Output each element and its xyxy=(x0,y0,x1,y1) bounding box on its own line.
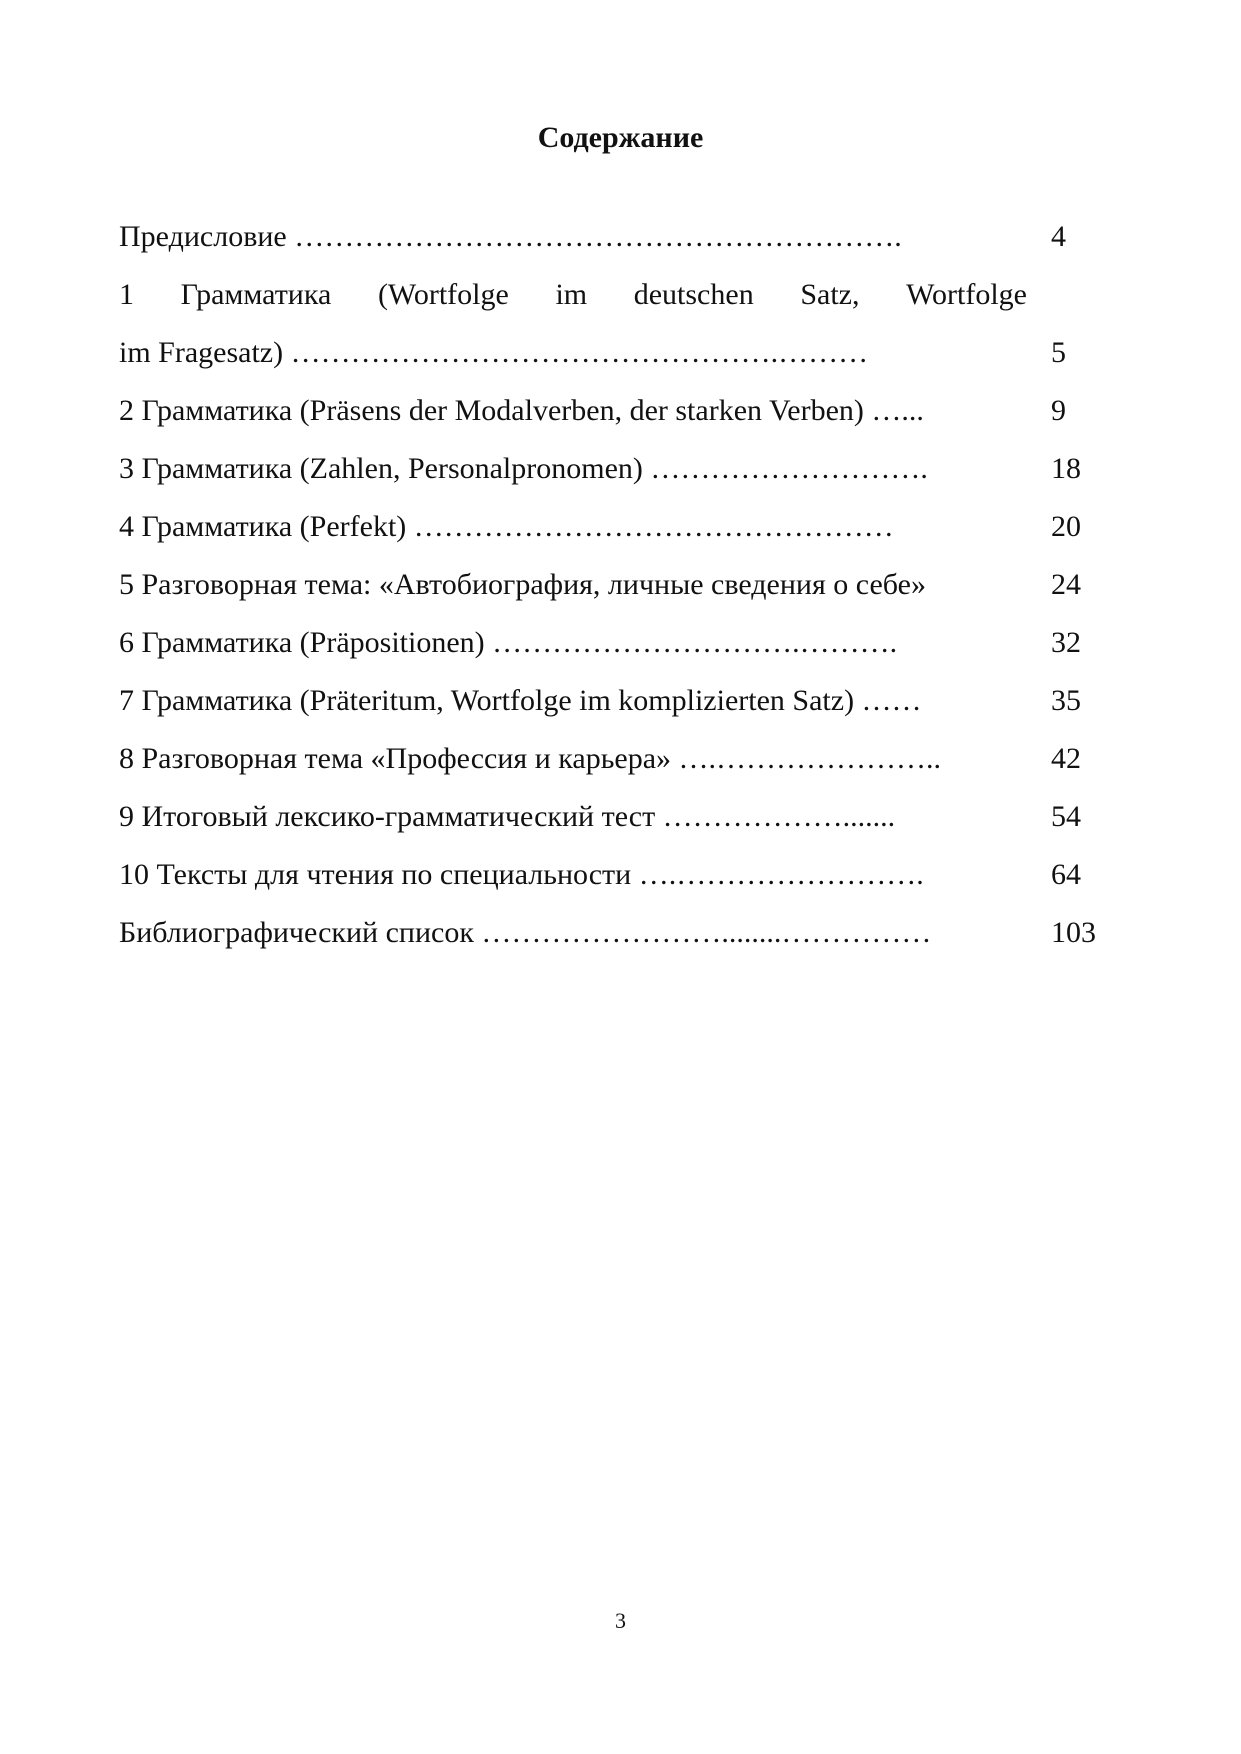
toc-entry-text: 7 Грамматика (Präteritum, Wortfolge im komplizierten Satz) …… xyxy=(119,684,922,717)
toc-entry-text: 6 Грамматика (Präpositionen) ………………………….………. xyxy=(119,626,898,659)
toc-word: Wortfolge xyxy=(906,278,1027,311)
toc-entry-page: 24 xyxy=(1051,568,1081,601)
toc-word: Грамматика xyxy=(180,278,332,311)
toc-entry-preface xyxy=(119,208,1119,266)
toc-entry-text-line1 xyxy=(119,266,1027,324)
toc-word: Satz, xyxy=(800,278,860,311)
toc-entry-page: 4 xyxy=(1051,220,1066,253)
toc-entry-text: 4 Грамматика (Perfekt) ………………………………………… xyxy=(119,510,894,543)
toc-entry-bibliography xyxy=(119,904,1119,962)
toc-entry-page: 20 xyxy=(1051,510,1081,543)
page-title: Содержание xyxy=(537,121,704,154)
page-number: 3 xyxy=(615,1608,626,1633)
toc-word: 1 xyxy=(119,278,134,311)
toc-entry-text: 3 Грамматика (Zahlen, Personalpronomen) ………………………. xyxy=(119,452,928,485)
toc-entry-text: 10 Тексты для чтения по специальности ….……………………. xyxy=(119,858,924,891)
toc-entry-2 xyxy=(119,382,1119,440)
toc-entry-6 xyxy=(119,614,1119,672)
toc-word: im xyxy=(555,278,588,311)
toc-entry-text: 5 Разговорная тема: «Автобиография, личные сведения о себе» xyxy=(119,568,926,601)
toc-entry-page: 32 xyxy=(1051,626,1081,659)
toc-entry-1 xyxy=(119,266,1119,382)
toc-entry-4 xyxy=(119,498,1119,556)
toc-entry-5 xyxy=(119,556,1119,614)
toc-entry-7 xyxy=(119,672,1119,730)
toc-entry-page: 9 xyxy=(1051,394,1066,427)
toc-entry-text-line2: im Fragesatz) ………………………………………….……… xyxy=(119,336,869,369)
toc-entry-10 xyxy=(119,846,1119,904)
toc-entry-text: 9 Итоговый лексико-грамматический тест ………………....... xyxy=(119,800,896,833)
toc-word: deutschen xyxy=(633,278,754,311)
toc-entry-text: 2 Грамматика (Präsens der Modalverben, der starken Verben) …... xyxy=(119,394,924,427)
table-of-contents xyxy=(119,208,1119,962)
toc-entry-page: 18 xyxy=(1051,452,1081,485)
toc-entry-text: Библиографический список ……………………........…………… xyxy=(119,916,932,949)
toc-entry-page: 54 xyxy=(1051,800,1081,833)
toc-entry-page: 42 xyxy=(1051,742,1081,775)
toc-entry-page: 64 xyxy=(1051,858,1081,891)
toc-word: (Wortfolge xyxy=(377,278,509,311)
toc-entry-page: 35 xyxy=(1051,684,1081,717)
toc-entry-9 xyxy=(119,788,1119,846)
toc-entry-text: 8 Разговорная тема «Профессия и карьера» ….………………….. xyxy=(119,742,942,775)
toc-entry-text: Предисловие ……………………………………………………. xyxy=(119,220,902,253)
toc-entry-page: 5 xyxy=(1051,336,1066,369)
toc-entry-8 xyxy=(119,730,1119,788)
toc-entry-page: 103 xyxy=(1051,916,1096,949)
toc-entry-3 xyxy=(119,440,1119,498)
